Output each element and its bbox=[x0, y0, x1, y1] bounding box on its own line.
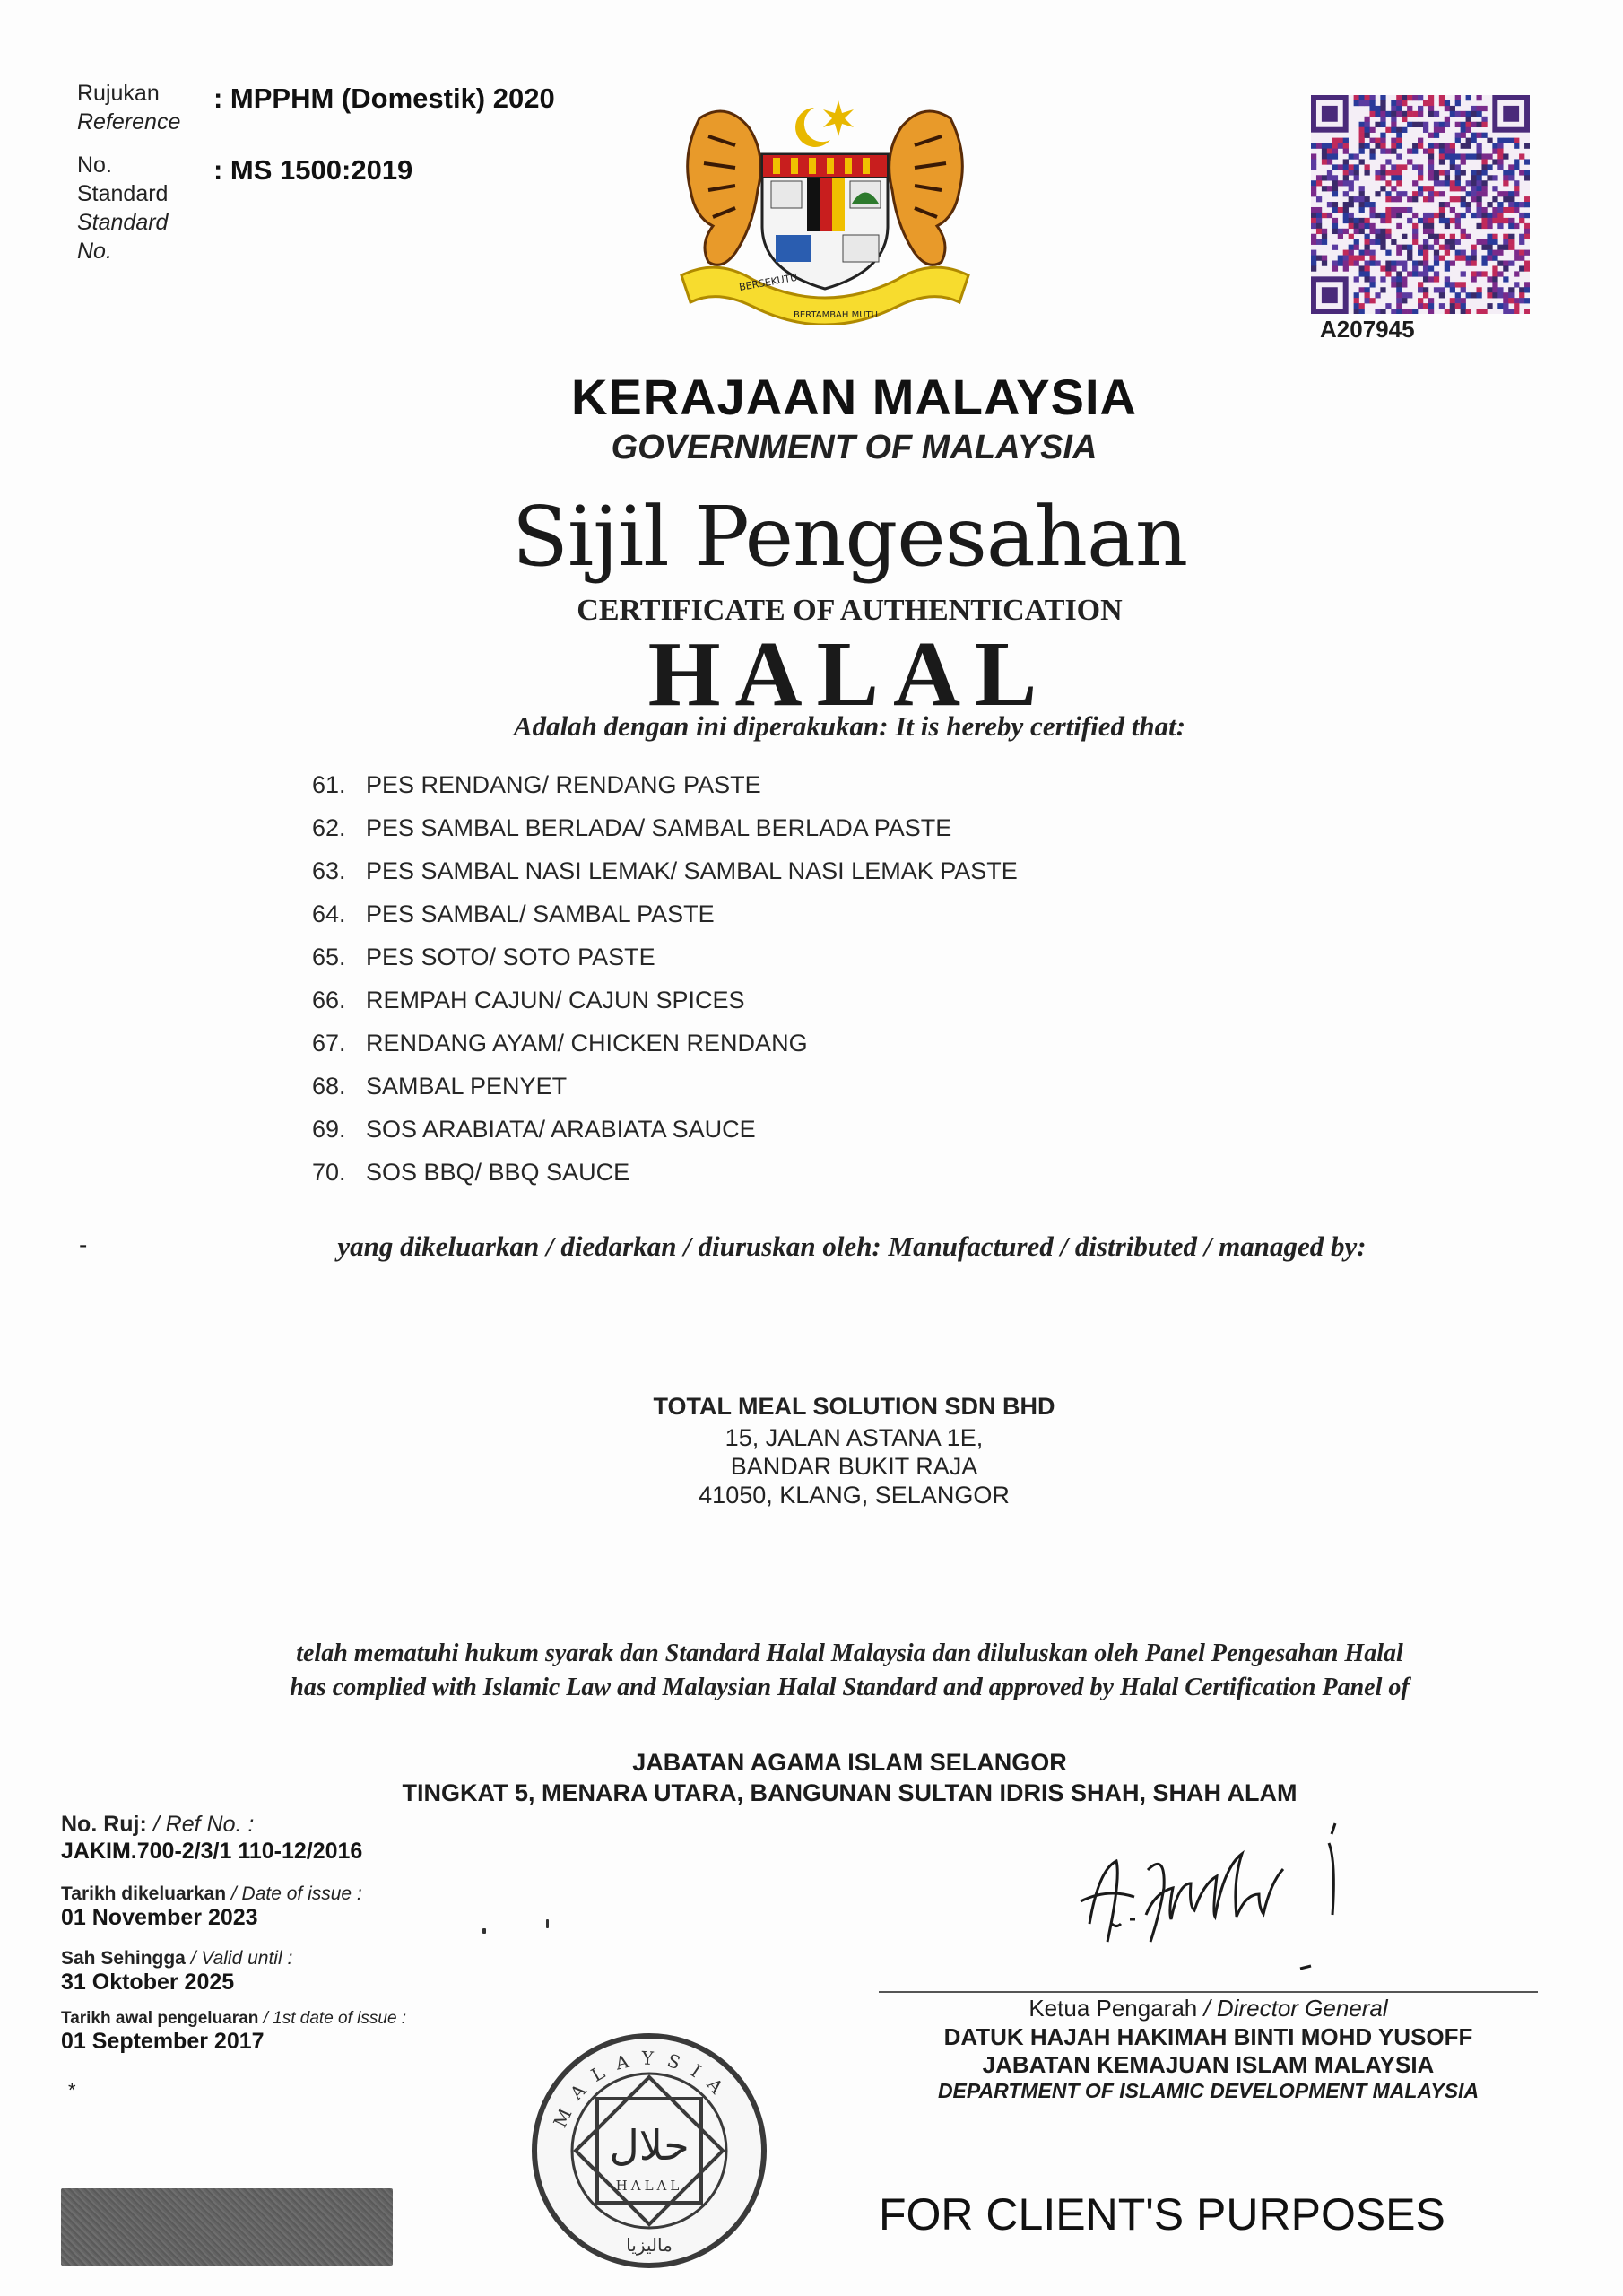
list-item: 65. PES SOTO/ SOTO PASTE bbox=[312, 944, 655, 970]
signature-line bbox=[879, 1991, 1538, 1993]
margin-dash: - bbox=[79, 1231, 88, 1258]
signatory-department-en: DEPARTMENT OF ISLAMIC DEVELOPMENT MALAYSIA bbox=[937, 2079, 1480, 2102]
list-item: 64. PES SAMBAL/ SAMBAL PASTE bbox=[312, 900, 715, 927]
svg-text:BERTAMBAH MUTU: BERTAMBAH MUTU bbox=[794, 310, 878, 320]
redacted-block bbox=[61, 2188, 393, 2266]
signatory-name: DATUK HAJAH HAKIMAH BINTI MOHD YUSOFF bbox=[943, 2023, 1473, 2050]
authority-address: TINGKAT 5, MENARA UTARA, BANGUNAN SULTAN IDRIS SHAH, SHAH ALAM bbox=[402, 1779, 1298, 1806]
list-item: 68. SAMBAL PENYET bbox=[312, 1073, 568, 1100]
issue-date-label: Tarikh dikeluarkan / Date of issue : bbox=[61, 1883, 362, 1904]
issue-date-value: 01 November 2023 bbox=[61, 1905, 258, 1930]
svg-text:حلال: حلال bbox=[609, 2121, 690, 2170]
qr-code-icon[interactable] bbox=[1311, 95, 1530, 314]
first-issue-label: Tarikh awal pengeluaran / 1st date of issue : bbox=[61, 2009, 407, 2028]
malaysia-coat-of-arms-icon bbox=[664, 83, 986, 325]
valid-until-label: Sah Sehingga / Valid until : bbox=[61, 1948, 293, 1969]
manufactured-by-statement: yang dikeluarkan / diedarkan / diuruskan oleh: Manufactured / distributed / managed by: bbox=[337, 1231, 1367, 1262]
title-government-en: GOVERNMENT OF MALAYSIA bbox=[611, 429, 1098, 466]
compliance-statement-en: has complied with Islamic Law and Malaysian Halal Standard and approved by Halal Certification Panel of bbox=[290, 1674, 1410, 1701]
list-item: 66. REMPAH CAJUN/ CAJUN SPICES bbox=[312, 987, 745, 1013]
compliance-statement-my: telah mematuhi hukum syarak dan Standard Halal Malaysia dan diluluskan oleh Panel Pengesahan Halal bbox=[296, 1639, 1403, 1667]
company-address-line: BANDAR BUKIT RAJA bbox=[730, 1453, 978, 1480]
company-address-line: 15, JALAN ASTANA 1E, bbox=[725, 1424, 984, 1451]
svg-text:MALAYSIA: MALAYSIA bbox=[549, 2047, 736, 2131]
title-certificate-en: CERTIFICATE OF AUTHENTICATION bbox=[577, 594, 1123, 627]
halal-logo-icon bbox=[527, 2029, 771, 2273]
client-purposes-note: FOR CLIENT'S PURPOSES bbox=[879, 2189, 1445, 2239]
valid-until-value: 31 Oktober 2025 bbox=[61, 1970, 235, 1995]
title-government-my: KERAJAAN MALAYSIA bbox=[570, 369, 1137, 425]
reference-label: Rujukan Reference bbox=[77, 81, 181, 135]
list-item: 67. RENDANG AYAM/ CHICKEN RENDANG bbox=[312, 1030, 808, 1057]
svg-text:HALAL: HALAL bbox=[615, 2178, 683, 2194]
ink-mark bbox=[546, 1919, 549, 1928]
standard-value: : MS 1500:2019 bbox=[213, 154, 413, 186]
asterisk-mark: * bbox=[68, 2079, 76, 2101]
company-address-line: 41050, KLANG, SELANGOR bbox=[699, 1482, 1010, 1509]
serial-number: A207945 bbox=[1320, 316, 1415, 343]
product-list bbox=[312, 771, 1018, 1202]
list-item: 62. PES SAMBAL BERLADA/ SAMBAL BERLADA PASTE bbox=[312, 814, 952, 841]
list-item: 61. PES RENDANG/ RENDANG PASTE bbox=[312, 771, 761, 798]
first-issue-value: 01 September 2017 bbox=[61, 2029, 265, 2054]
list-item: 70. SOS BBQ/ BBQ SAUCE bbox=[312, 1159, 630, 1186]
company-name: TOTAL MEAL SOLUTION SDN BHD bbox=[653, 1393, 1055, 1420]
svg-text:ماليزيا: ماليزيا bbox=[626, 2234, 673, 2256]
title-sijil-pengesahan: Sijil Pengesahan bbox=[511, 489, 1188, 585]
signatory-title: Ketua Pengarah / Director General bbox=[1028, 1995, 1388, 2022]
certify-statement: Adalah dengan ini diperakukan: It is hereby certified that: bbox=[513, 710, 1186, 742]
signature-icon bbox=[1076, 1816, 1372, 1978]
svg-text:BERSEKUTU: BERSEKUTU bbox=[738, 271, 799, 293]
reference-value: : MPPHM (Domestik) 2020 bbox=[213, 83, 555, 114]
ref-no-label: No. Ruj: / Ref No. : bbox=[61, 1812, 255, 1837]
title-halal: HALAL bbox=[647, 622, 1052, 726]
list-item: 63. PES SAMBAL NASI LEMAK/ SAMBAL NASI LEMAK PASTE bbox=[312, 857, 1018, 884]
signatory-department: JABATAN KEMAJUAN ISLAM MALAYSIA bbox=[982, 2051, 1435, 2078]
ink-mark bbox=[482, 1928, 486, 1934]
ref-no-value: JAKIM.700-2/3/1 110-12/2016 bbox=[61, 1839, 363, 1864]
authority-name: JABATAN AGAMA ISLAM SELANGOR bbox=[632, 1749, 1067, 1776]
list-item: 69. SOS ARABIATA/ ARABIATA SAUCE bbox=[312, 1116, 756, 1143]
standard-label: No. Standard Standard No. bbox=[77, 152, 169, 264]
